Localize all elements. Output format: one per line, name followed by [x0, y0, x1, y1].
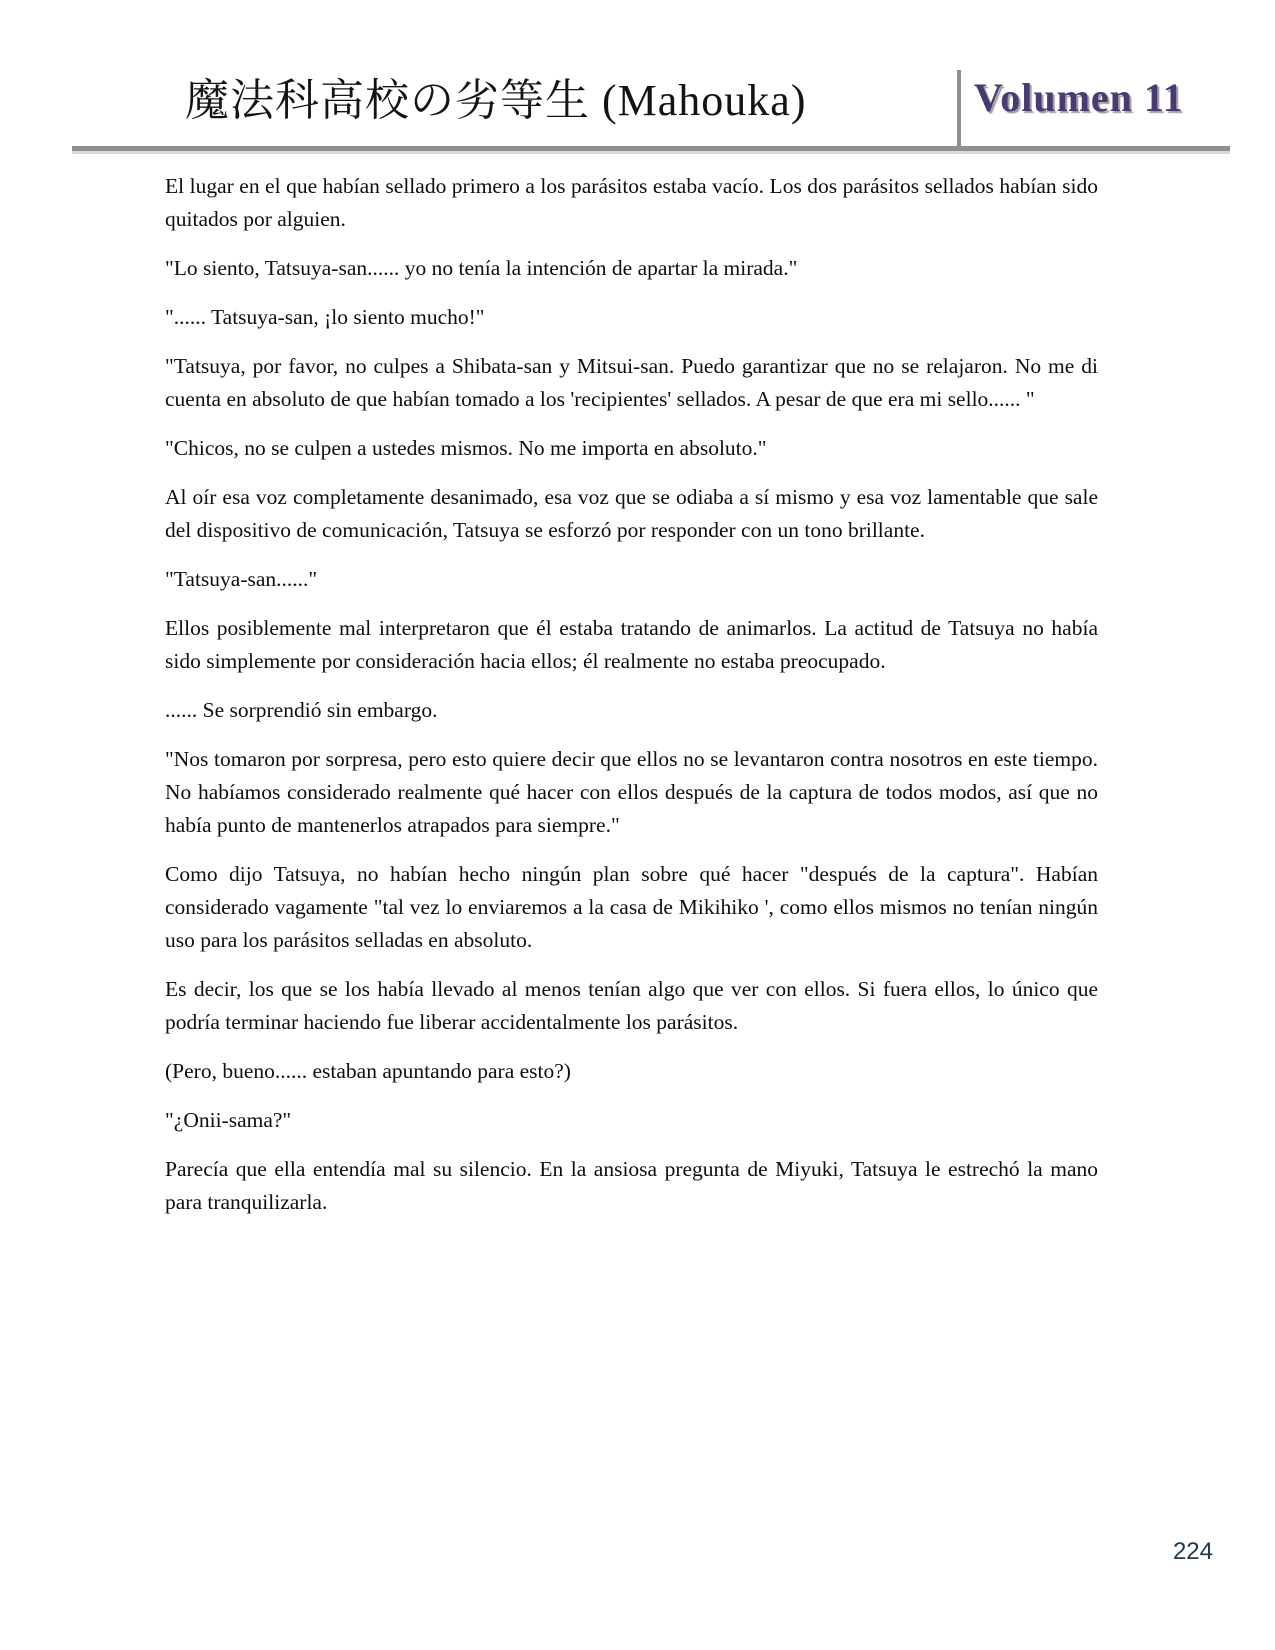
paragraph: "Chicos, no se culpen a ustedes mismos. No me importa en absoluto." [165, 436, 767, 460]
paragraph: Es decir, los que se los había llevado al menos tenían algo que ver con ellos. Si fuera ellos, lo único que podría terminar haciendo fue liberar accidentalmente los parásitos. [165, 977, 1098, 1034]
paragraph: El lugar en el que habían sellado primero a los parásitos estaba vacío. Los dos parásitos sellados habían sido quitados por alguien. [165, 174, 1098, 231]
volume-label: Volumen 11 [974, 75, 1184, 120]
paragraph: "Nos tomaron por sorpresa, pero esto quiere decir que ellos no se levantaron contra nosotros en este tiempo. No habíamos considerado realmente qué hacer con ellos después de la captura de todos modos, así que no había punto de mantenerlos atrapados para siempre." [165, 747, 1098, 837]
paragraph: Como dijo Tatsuya, no habían hecho ningún plan sobre qué hacer "después de la captura". Habían considerado vagamente "tal vez lo enviaremos a la casa de Mikihiko ', como ellos mismos no tenían ningún uso para los parásitos selladas en absoluto. [165, 862, 1098, 952]
paragraph: "Lo siento, Tatsuya-san...... yo no tenía la intención de apartar la mirada." [165, 256, 798, 280]
page-body [165, 170, 1098, 1235]
paragraph: "Tatsuya, por favor, no culpes a Shibata-san y Mitsui-san. Puedo garantizar que no se relajaron. No me di cuenta en absoluto de que habían tomado a los 'recipientes' sellados. A pesar de que era mi sello...... " [165, 354, 1098, 411]
paragraph: Ellos posiblemente mal interpretaron que él estaba tratando de animarlos. La actitud de Tatsuya no había sido simplemente por consideración hacia ellos; él realmente no estaba preocupado. [165, 616, 1098, 673]
paragraph: "¿Onii-sama?" [165, 1108, 292, 1132]
paragraph: Al oír esa voz completamente desanimado, esa voz que se odiaba a sí mismo y esa voz lamentable que sale del dispositivo de comunicación, Tatsuya se esforzó por responder con un tono brillante. [165, 485, 1098, 542]
page-number: 224 [1172, 1538, 1213, 1565]
book-title: 魔法科高校の劣等生 (Mahouka) [185, 76, 807, 125]
paragraph: (Pero, bueno...... estaban apuntando para esto?) [165, 1059, 571, 1083]
paragraph: "Tatsuya-san......" [165, 567, 318, 591]
header-vertical-divider [957, 70, 961, 147]
paragraph: ...... Se sorprendió sin embargo. [165, 698, 438, 722]
paragraph: Parecía que ella entendía mal su silencio. En la ansiosa pregunta de Miyuki, Tatsuya le estrechó la mano para tranquilizarla. [165, 1157, 1098, 1214]
header-rule [72, 146, 1230, 151]
paragraph: "...... Tatsuya-san, ¡lo siento mucho!" [165, 305, 485, 329]
